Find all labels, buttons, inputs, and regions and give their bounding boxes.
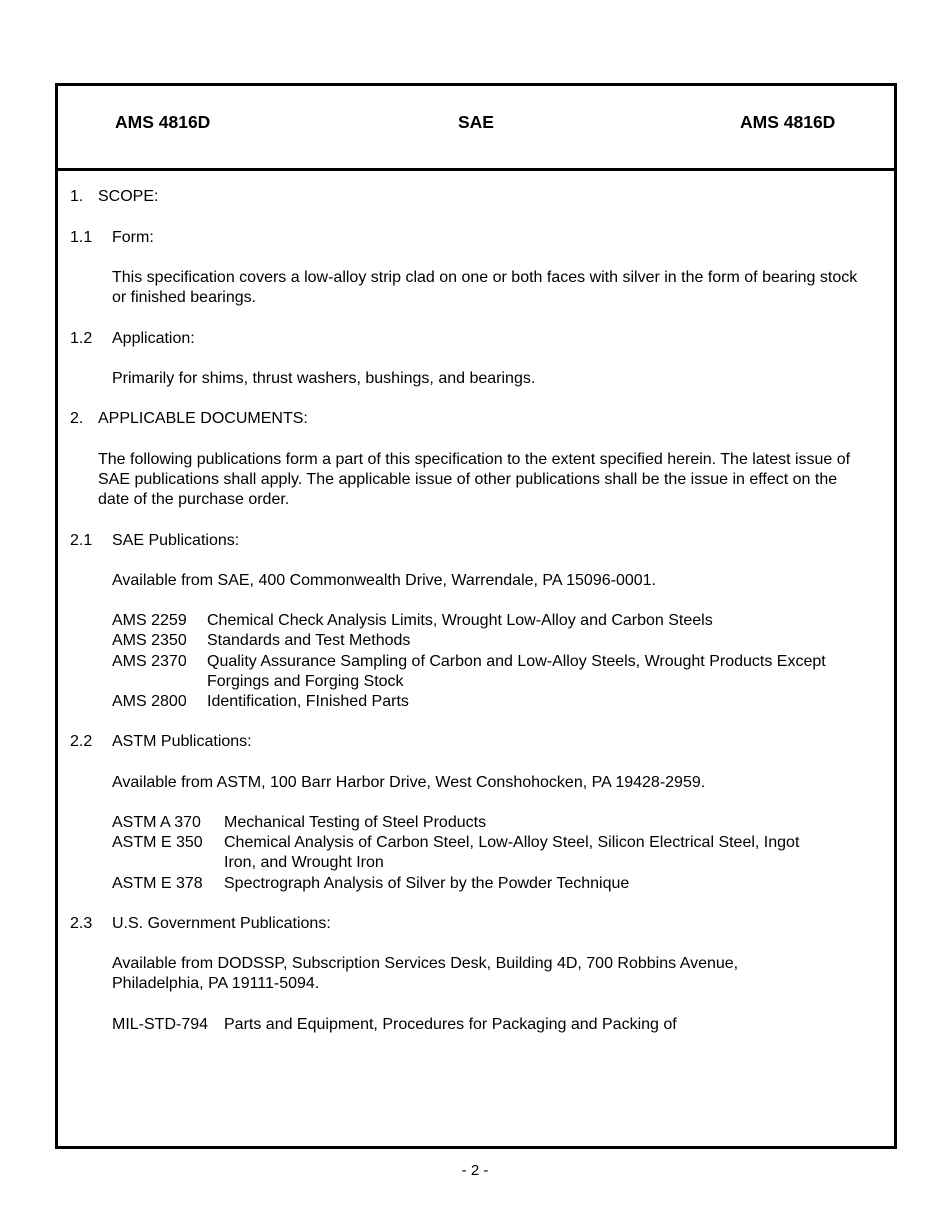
section-1-2-title: Application:	[112, 330, 195, 347]
doc-title: Identification, FInished Parts	[207, 693, 409, 710]
doc-code: ASTM E 378	[112, 875, 203, 892]
doc-title-continued: Iron, and Wrought Iron	[224, 854, 384, 871]
section-2-number: 2.	[70, 410, 84, 427]
doc-code: MIL-STD-794	[112, 1016, 209, 1033]
section-2-1-availability: Available from SAE, 400 Commonwealth Drive, Warrendale, PA 15096-0001.	[112, 572, 656, 589]
section-1-2-number: 1.2	[70, 330, 93, 347]
doc-code: AMS 2800	[112, 693, 187, 710]
doc-title: Standards and Test Methods	[207, 632, 411, 649]
section-2-2-number: 2.2	[70, 733, 93, 750]
page-number: - 2 -	[461, 1162, 489, 1179]
doc-title: Chemical Analysis of Carbon Steel, Low-Alloy Steel, Silicon Electrical Steel, Ingot	[224, 834, 800, 851]
section-2-3-availability: Available from DODSSP, Subscription Services Desk, Building 4D, 700 Robbins Avenue, Philadelphia, PA 19111-5094.	[112, 955, 739, 992]
section-1-title: SCOPE:	[98, 188, 159, 205]
section-2-3-title: U.S. Government Publications:	[112, 915, 331, 932]
section-2-2-availability: Available from ASTM, 100 Barr Harbor Drive, West Conshohocken, PA 19428-2959.	[112, 774, 706, 791]
doc-title: Chemical Check Analysis Limits, Wrought Low-Alloy and Carbon Steels	[207, 612, 713, 629]
header-doc-number-right: AMS 4816D	[740, 112, 836, 132]
document-header	[58, 86, 894, 171]
section-1-1-title: Form:	[112, 229, 154, 246]
header-doc-number-left: AMS 4816D	[115, 112, 211, 132]
doc-code: ASTM A 370	[112, 814, 201, 831]
section-2-1-number: 2.1	[70, 532, 93, 549]
section-2-3-number: 2.3	[70, 915, 93, 932]
doc-title: Spectrograph Analysis of Silver by the Powder Technique	[224, 875, 630, 892]
section-2-1-title: SAE Publications:	[112, 532, 240, 549]
section-1-2-text: Primarily for shims, thrust washers, bushings, and bearings.	[112, 370, 536, 387]
doc-title: Mechanical Testing of Steel Products	[224, 814, 487, 831]
section-1-number: 1.	[70, 188, 84, 205]
section-2-title: APPLICABLE DOCUMENTS:	[98, 410, 308, 427]
header-org: SAE	[458, 112, 494, 132]
doc-title: Quality Assurance Sampling of Carbon and Low-Alloy Steels, Wrought Products Except	[207, 653, 826, 670]
section-1-1-number: 1.1	[70, 229, 93, 246]
doc-code: AMS 2259	[112, 612, 187, 629]
doc-title-continued: Forgings and Forging Stock	[207, 673, 404, 690]
section-2-2-title: ASTM Publications:	[112, 733, 252, 750]
doc-title: Parts and Equipment, Procedures for Packaging and Packing of	[224, 1016, 677, 1033]
doc-code: ASTM E 350	[112, 834, 203, 851]
section-2-text: The following publications form a part of this specification to the extent specified herein. The latest issue of SAE publications shall apply. The applicable issue of other publications shall be the issue in effect on the date of the purchase order.	[98, 451, 851, 508]
doc-code: AMS 2350	[112, 632, 187, 649]
section-1-1-text: This specification covers a low-alloy strip clad on one or both faces with silver in the form of bearing stock or finished bearings.	[112, 269, 858, 306]
doc-code: AMS 2370	[112, 653, 187, 670]
